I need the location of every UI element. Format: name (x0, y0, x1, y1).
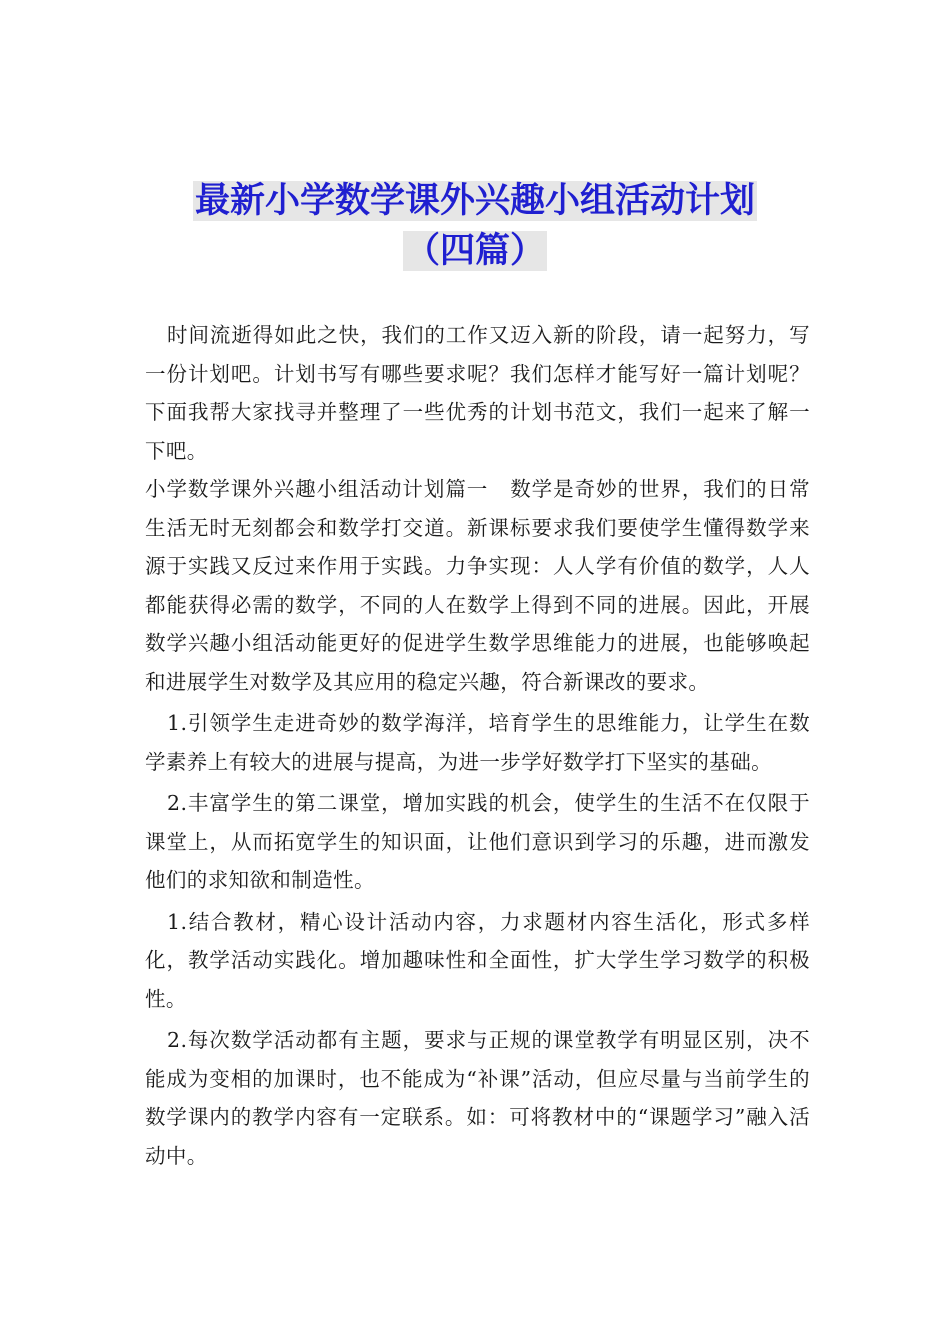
document-body (145, 316, 810, 1175)
section-1-heading: 小学数学课外兴趣小组活动计划篇一 (145, 477, 489, 501)
section-1-text: 数学是奇妙的世界，我们的日常生活无时无刻都会和数学打交道。新课标要求我们要使学生懂得数学来源于实践又反过来作用于实践。力争实现：人人学有价值的数学，人人都能获得必需的数学，不同的人在数学上得到不同的进展。因此，开展数学兴趣小组活动能更好的促进学生数学思维能力的进展，也能够唤起和进展学生对数学及其应用的稳定兴趣，符合新课改的要求。 (145, 477, 810, 694)
list-item: 2.丰富学生的第二课堂，增加实践的机会，使学生的生活不在仅限于课堂上，从而拓宽学生的知识面，让他们意识到学习的乐趣，进而激发他们的求知欲和制造性。 (145, 791, 810, 892)
section-1-paragraph (145, 470, 810, 701)
title-line-1 (0, 176, 950, 226)
title-line-2 (0, 226, 950, 276)
list-item: 2.每次数学活动都有主题，要求与正规的课堂教学有明显区别，决不能成为变相的加课时，也不能成为“补课”活动，但应尽量与当前学生的数学课内的教学内容有一定联系。如：可将教材中的“课题学习”融入活动中。 (145, 1028, 810, 1168)
list-item: 1.引领学生走进奇妙的数学海洋，培育学生的思维能力，让学生在数学素养上有较大的进展与提高，为进一步学好数学打下坚实的基础。 (145, 711, 810, 774)
intro-paragraph: 时间流逝得如此之快，我们的工作又迈入新的阶段，请一起努力，写一份计划吧。计划书写有哪些要求呢？我们怎样才能写好一篇计划呢？下面我帮大家找寻并整理了一些优秀的计划书范文，我们一起来了解一下吧。 (145, 323, 810, 463)
title-text-2: （四篇） (404, 231, 545, 271)
document-title (0, 176, 950, 276)
title-text-1: 最新小学数学课外兴趣小组活动计划 (194, 181, 755, 221)
list-item: 1.结合教材，精心设计活动内容，力求题材内容生活化，形式多样化，教学活动实践化。增加趣味性和全面性，扩大学生学习数学的积极性。 (145, 909, 810, 1011)
